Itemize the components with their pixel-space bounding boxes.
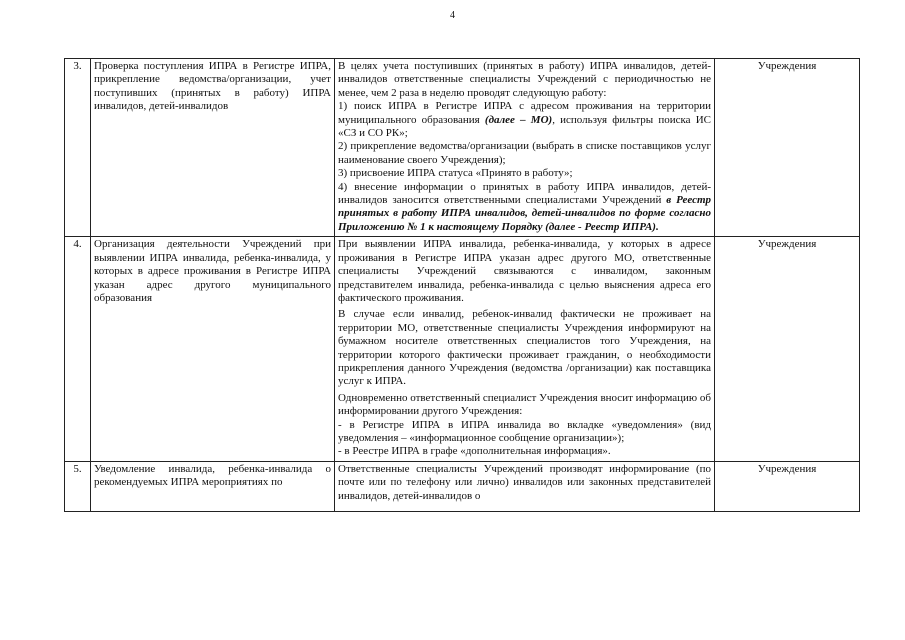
text-fragment: , используя фильтры поиска ИС «СЗ и СО РК»; — [338, 113, 712, 140]
table-row — [65, 237, 860, 462]
description-cell — [335, 461, 715, 511]
paragraph: Одновременно ответственный специалист Учреждения вносит информацию об информировании другого Учреждения: — [338, 391, 711, 418]
action-cell — [91, 461, 335, 511]
responsible-cell: Учреждения — [715, 59, 860, 237]
paragraph — [338, 100, 711, 140]
paragraph: 2) прикрепление ведомства/организации (выбрать в списке поставщиков услуг наименование своего Учреждения); — [338, 140, 711, 166]
emphasis-text: в Реестр принятых в работу ИПРА инвалидов, детей-инвалидов по форме согласно Приложению № 1 к настоящему Порядку (далее - Реестр ИПРА). — [338, 194, 712, 233]
procedure-table — [64, 58, 860, 512]
text-fragment: 1) поиск ИПРА в Регистре ИПРА с адресом проживания на территории муниципального образования — [338, 100, 711, 126]
description-cell — [335, 59, 715, 237]
action-cell: Организация деятельности Учреждений при выявлении ИПРА инвалида, ребенка-инвалида, у которых в адресе проживания в Регистре ИПРА указан адрес другого муниципального образования — [91, 237, 335, 462]
paragraph: - в Реестре ИПРА в графе «дополнительная информация». — [338, 445, 611, 458]
emphasis-text: (далее – МО) — [484, 113, 553, 126]
paragraph — [338, 181, 711, 235]
row-number: 4. — [65, 237, 91, 462]
row-number: 3. — [65, 59, 91, 237]
page-number: 4 — [450, 10, 455, 21]
text-fragment: 4) внесение информации о принятых в работу ИПРА инвалидов, детей-инвалидов заносится ответственными специалистами Учреждений — [338, 180, 711, 207]
paragraph: 3) присвоение ИПРА статуса «Принято в работу»; — [338, 167, 573, 180]
action-cell: Проверка поступления ИПРА в Регистре ИПРА, прикрепление ведомства/организации, учет поступивших (принятых в работу) ИПРА инвалидов, детей-инвалидов — [91, 59, 335, 237]
row-number: 5. — [65, 461, 91, 511]
paragraph: Ответственные специалисты Учреждений производят информирование (по почте или по телефону или лично) инвалидов или законных представителей инвалидов, детей-инвалидов о — [338, 462, 711, 502]
paragraph: В целях учета поступивших (принятых в работу) ИПРА инвалидов, детей-инвалидов ответственные специалисты Учреждений с периодичностью не менее, чем 2 раза в неделю проводят следующую работу: — [338, 60, 711, 99]
paragraph: При выявлении ИПРА инвалида, ребенка-инвалида, у которых в адресе проживания в Регистре ИПРА указан адрес другого МО, ответственные специалисты Учреждений связываются с инвалидом, законным представителем инвалида, ребенка-инвалида с целью выяснения адреса его фактического проживания. — [338, 238, 711, 304]
table-row — [65, 461, 860, 511]
table-row — [65, 59, 860, 237]
paragraph: В случае если инвалид, ребенок-инвалид фактически не проживает на территории МО, ответственные специалисты Учреждения информируют на бумажном носителе ответственных специалистов того Учреждения, на территории которого фактически проживает гражданин, о необходимости прикрепления данного Учреждения (ведомства /организации) как поставщика услуг к ИПРА. — [338, 308, 711, 388]
responsible-cell: Учреждения — [715, 237, 860, 462]
action-text: Уведомление инвалида, ребенка-инвалида о рекомендуемых ИПРА мероприятиях по — [94, 462, 331, 489]
responsible-cell: Учреждения — [715, 461, 860, 511]
description-cell — [335, 237, 715, 462]
paragraph: - в Регистре ИПРА в ИПРА инвалида во вкладке «уведомления» (вид уведомления – «информационное сообщение организации»); — [338, 418, 711, 444]
